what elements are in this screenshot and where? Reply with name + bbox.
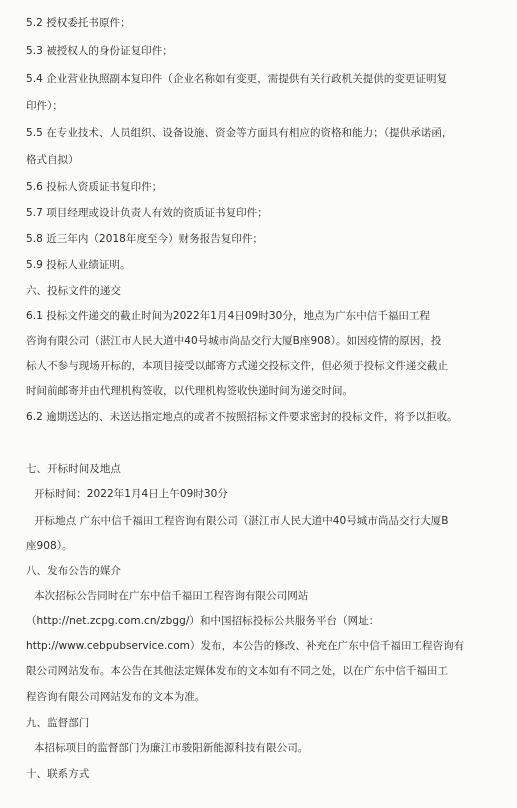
opening-place-line2: 座908）。 bbox=[26, 540, 73, 552]
section-6-p1-line2: 咨询有限公司（湛江市人民大道中40号城市尚品交行大厦B座908）。如因疫情的原因，投 bbox=[26, 335, 442, 347]
section-6-heading: 六、投标文件的递交 bbox=[26, 285, 121, 297]
section-8-heading: 八、发布公告的媒介 bbox=[26, 565, 121, 577]
item-5-4-line1: 5.4 企业营业执照副本复印件（企业名称如有变更，需提供有关行政机关提供的变更证明复 bbox=[26, 73, 448, 85]
opening-time: 开标时间：2022年1月4日上午09时30分 bbox=[34, 488, 228, 500]
section-9-heading: 九、监督部门 bbox=[26, 717, 90, 729]
opening-place-line1: 开标地点 广东中信千福田工程咨询有限公司（湛江市人民大道中40号城市尚品交行大厦B bbox=[34, 515, 449, 527]
item-5-3: 5.3 被授权人的身份证复印件； bbox=[26, 45, 173, 57]
section-10-heading: 十、联系方式 bbox=[26, 768, 90, 780]
section-6-p1-line4: 时间前邮寄并由代理机构签收，以代理机构签收快递时间为递交时间。 bbox=[26, 385, 354, 397]
section-6-p1-line1: 6.1 投标文件递交的截止时间为2022年1月4日09时30分，地点为广东中信千福田工程 bbox=[26, 310, 431, 322]
section-7-heading: 七、开标时间及地点 bbox=[26, 463, 121, 475]
item-5-7: 5.7 项目经理或设计负责人有效的资质证书复印件； bbox=[26, 207, 268, 219]
item-5-4-line2: 印件）； bbox=[26, 100, 63, 112]
item-5-5-line1: 5.5 在专业技术、人员组织、设备设施、资金等方面具有相应的资格和能力；（提供承诺函， bbox=[26, 127, 453, 139]
media-line4: 限公司网站发布。本公告在其他法定媒体发布的文本如有不同之处，以在广东中信千福田工 bbox=[26, 665, 448, 677]
item-5-5-line2: 格式自拟） bbox=[26, 154, 79, 166]
item-5-8: 5.8 近三年内（2018年度至今）财务报告复印件； bbox=[26, 233, 264, 245]
section-6-p1-line3: 标人不参与现场开标的，本项目接受以邮寄方式递交投标文件，但必须于投标文件递交截止 bbox=[26, 360, 448, 372]
media-line5: 程咨询有限公司网站发布的文本为准。 bbox=[26, 691, 206, 703]
item-5-6: 5.6 投标人资质证书复印件； bbox=[26, 181, 163, 193]
media-line3: http://www.cebpubservice.com）发布，本公告的修改、补充在广东中信千福田工程咨询有 bbox=[26, 640, 465, 652]
item-5-2: 5.2 授权委托书原件； bbox=[26, 17, 131, 29]
supervision-text: 本招标项目的监督部门为廉江市骏阳新能源科技有限公司。 bbox=[34, 742, 309, 754]
section-6-p2: 6.2 逾期送达的、未送达指定地点的或者不按照招标文件要求密封的投标文件，将予以拒收。 bbox=[26, 411, 458, 423]
item-5-9: 5.9 投标人业绩证明。 bbox=[26, 259, 131, 271]
media-line1: 本次招标公告同时在广东中信千福田工程咨询有限公司网站 bbox=[34, 590, 309, 602]
media-line2: （http://net.zcpg.com.cn/zbgg/）和中国招标投标公共服务平台（网址： bbox=[26, 615, 380, 627]
